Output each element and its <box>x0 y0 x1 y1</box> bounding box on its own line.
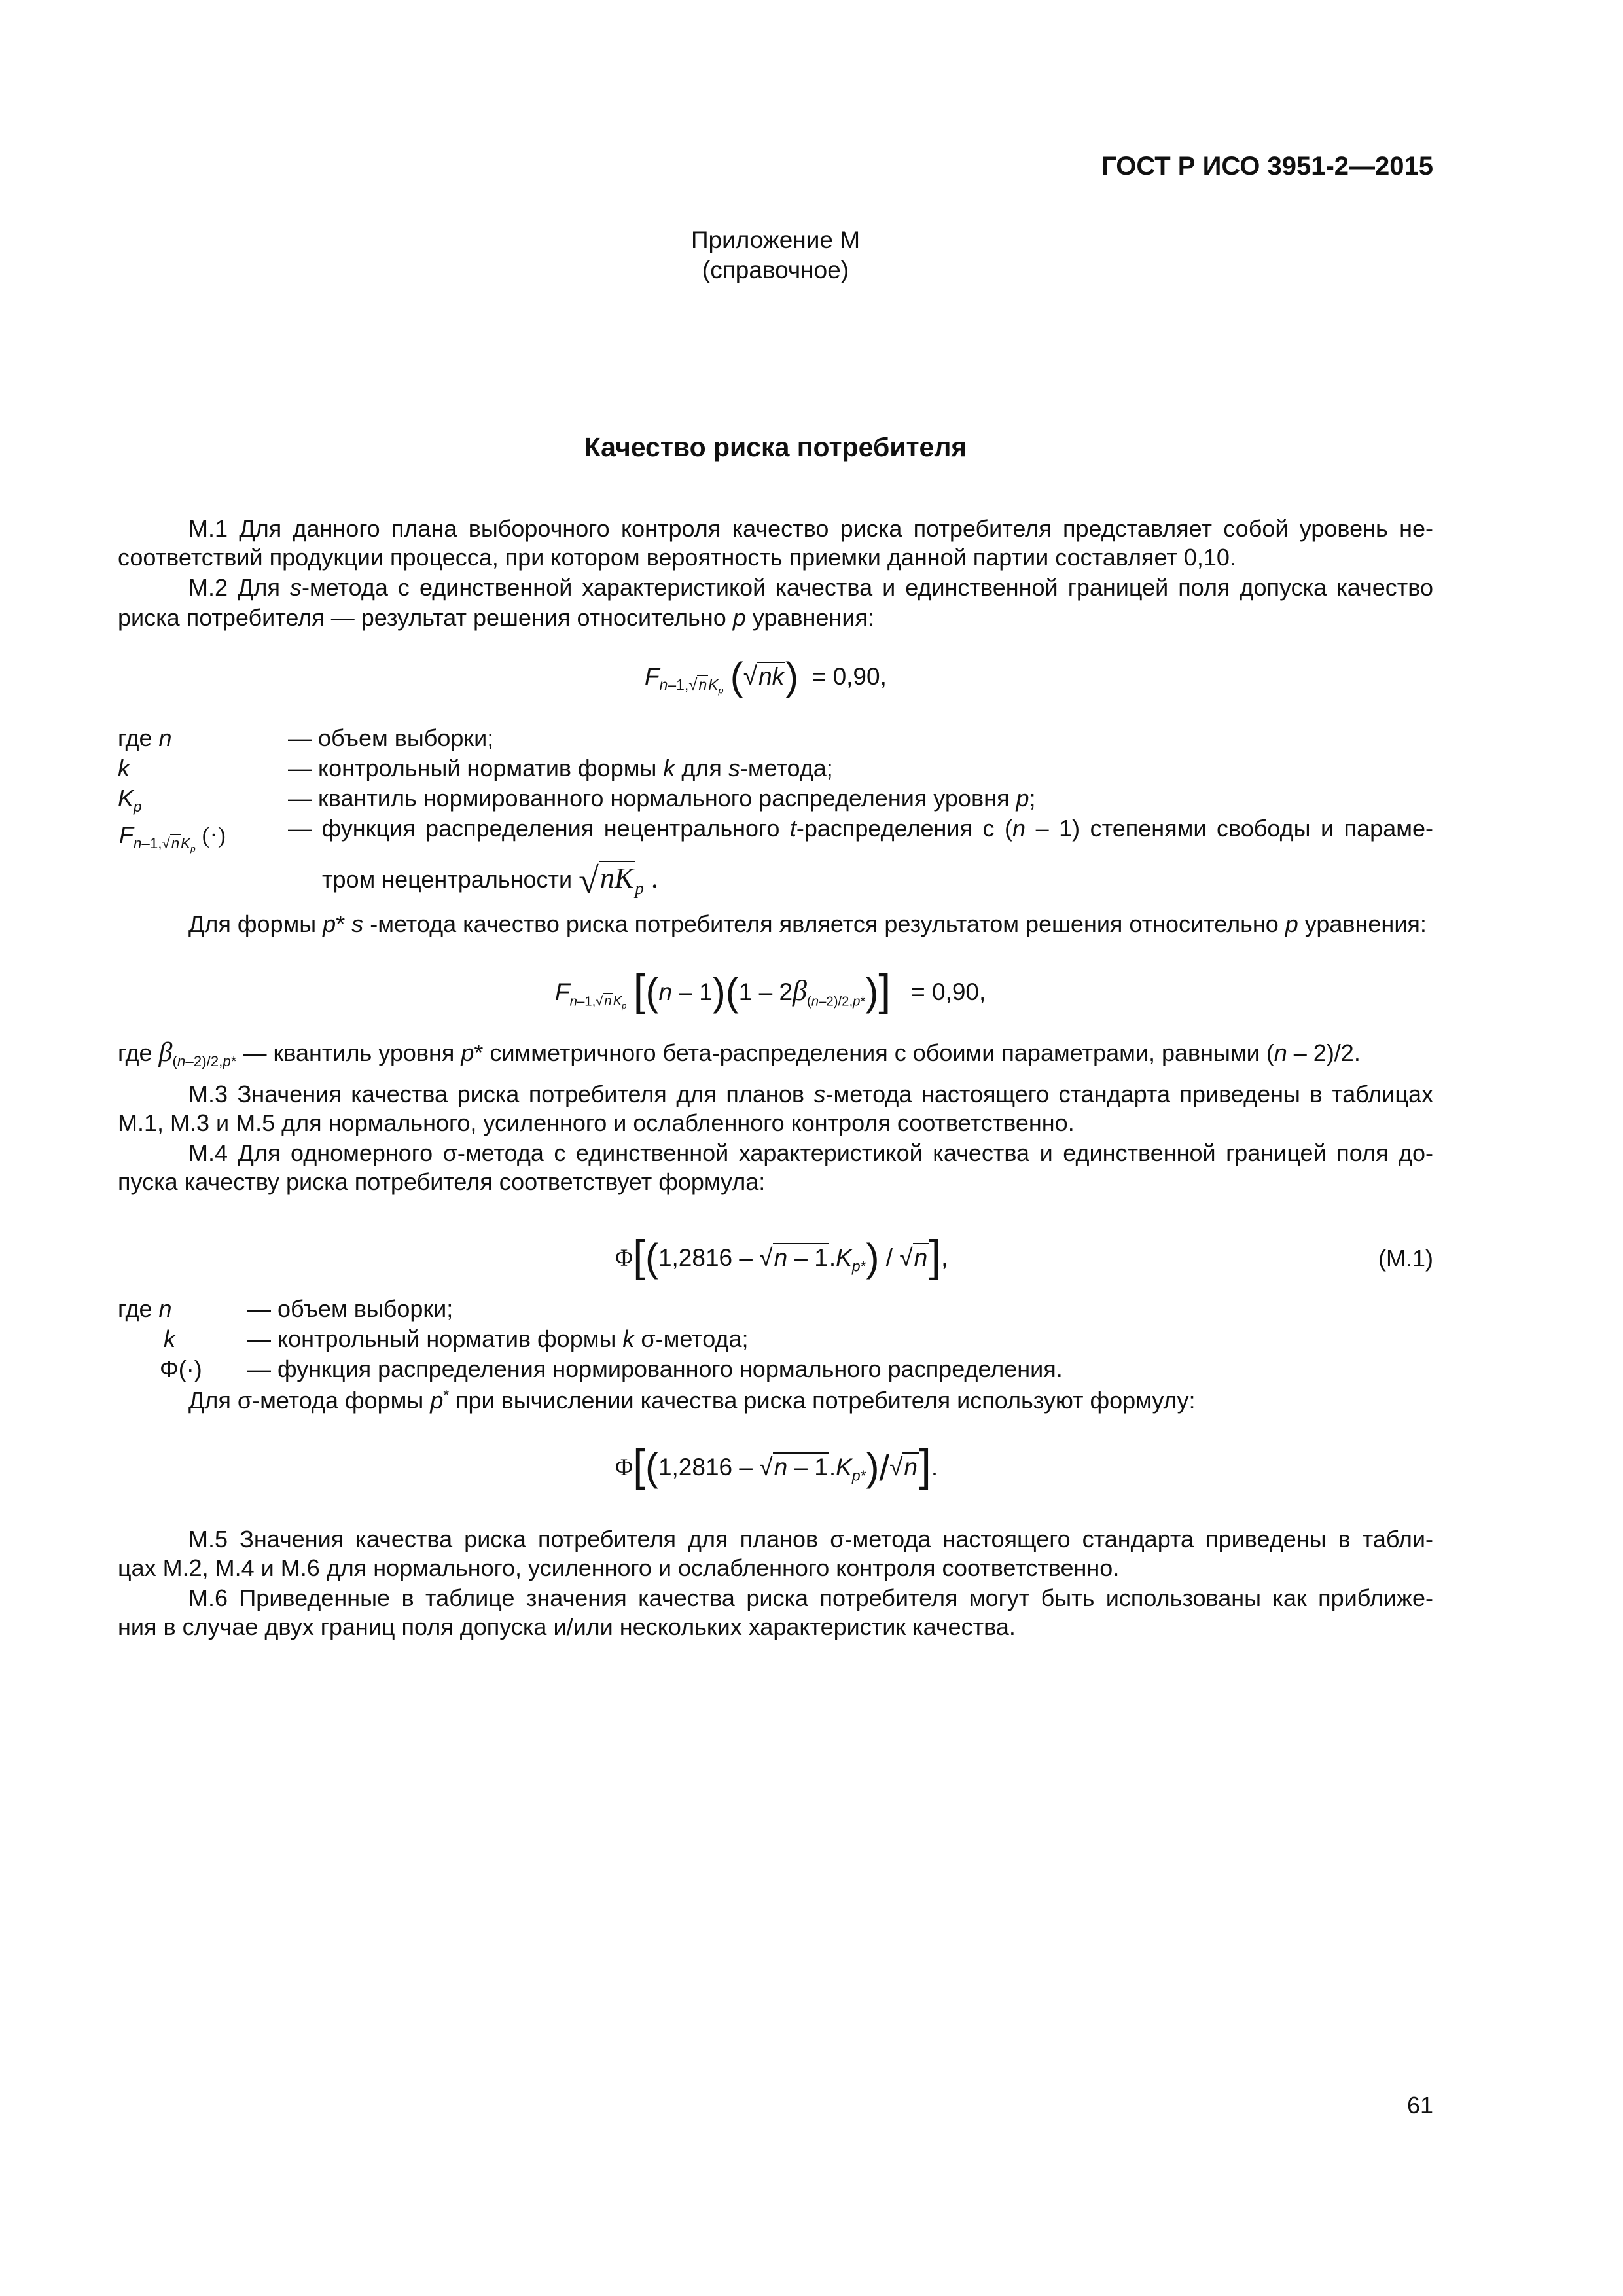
paragraph-m6-line1: М.6 Приведенные в таблице значения качества риска потребителя могут быть использованы как приближе- <box>188 1585 1433 1611</box>
appendix-type: (справочное) <box>702 257 849 283</box>
paragraph-m5-line2: цах М.2, М.4 и М.6 для нормального, усиленного и ослабленного контроля соответственно. <box>118 1554 1120 1581</box>
section-title: Качество риска потребителя <box>584 432 967 462</box>
equation-1: $F_{n-1,√nK_p}$ (√nk) = 0,90, <box>645 655 887 698</box>
def1-desc-k: — контрольный норматив формы k для s-метода; <box>288 755 833 781</box>
def2-desc-k: — контрольный норматив формы k σ-метода; <box>247 1325 749 1352</box>
def1-term-kp: $K_p$ <box>118 785 142 816</box>
paragraph-m4-line1: М.4 Для одномерного σ-метода с единственной характеристикой качества и единственной границей поля до- <box>188 1139 1433 1166</box>
text: Для формы <box>188 910 323 937</box>
text: -метода с единственной характеристикой качества и единственной границей поля допуска качество <box>301 574 1434 601</box>
def2-term-k: k <box>164 1325 175 1352</box>
paragraph-m3-line1: М.3 Значения качества риска потребителя для планов s-метода настоящего стандарта приведены в таблицах <box>188 1081 1433 1107</box>
paragraph-sigma-pstar-intro: Для σ-метода формы p* при вычислении качества риска потребителя используют формулу: <box>188 1387 1196 1414</box>
def2-term-n: где n <box>118 1295 172 1322</box>
equation-3: $\Phi[(1,2816 - √n - 1.K_{p*}) / √n]$, <box>615 1231 948 1281</box>
def1-desc-f: — функция распределения нецентрального t-распределения с (n – 1) степенями свободы и параме- <box>288 815 1433 842</box>
def1-term-f: $F_{n-1,√nK_p}$ (·) <box>119 821 226 854</box>
text: тром нецентральности <box>322 866 573 893</box>
paragraph-m2-line1: М.2 Для s-метода с единственной характеристикой качества и единственной границей поля допуска качество <box>188 574 1434 601</box>
equation-3-label: (М.1) <box>1378 1245 1433 1272</box>
def2-desc-phi: — функция распределения нормированного нормального распределения. <box>247 1355 1063 1382</box>
def2-term-phi: Φ(·) <box>160 1355 202 1382</box>
text: М.2 Для <box>188 574 290 601</box>
appendix-title: Приложение М <box>690 226 861 253</box>
page-number: 61 <box>1406 2092 1433 2119</box>
def1-desc-f-2: тром нецентральности $√nK_p$ . <box>322 861 658 901</box>
text: М.3 Значения качества риска потребителя для планов <box>188 1081 814 1107</box>
def1-desc-n: — объем выборки; <box>288 725 494 751</box>
paragraph-m6-line2: ния в случае двух границ поля допуска и/или нескольких характеристик качества. <box>118 1613 1016 1640</box>
equation-2-rhs: = 0,90, <box>911 978 986 1005</box>
text: риска потребителя — результат решения относительно <box>118 604 733 631</box>
equation-4: $\Phi[(1,2816 - √n - 1.K_{p*})/√n]$. <box>615 1441 938 1490</box>
text: при вычислении качества риска потребителя используют формулу: <box>449 1387 1196 1414</box>
document-id-header: ГОСТ Р ИСО 3951-2—2015 <box>1101 152 1433 181</box>
text: Для σ-метода формы <box>188 1387 431 1414</box>
def1-term-k: k <box>118 755 130 781</box>
text: симметричного бета-распределения с обоими параметрами, равными ( <box>483 1039 1274 1066</box>
text: -метода настоящего стандарта приведены в таблицах <box>825 1081 1433 1107</box>
paragraph-pstar-intro: Для формы p* s -метода качество риска потребителя является результатом решения относительно p уравнения: <box>188 910 1427 937</box>
equation-3-const: 1,2816 <box>658 1244 733 1271</box>
paragraph-m4-line2: пуска качеству риска потребителя соответствует формула: <box>118 1168 766 1195</box>
paragraph-m5-line1: М.5 Значения качества риска потребителя для планов σ-метода настоящего стандарта приведены в табли- <box>188 1526 1433 1552</box>
text: -метода качество риска потребителя является результатом решения относительно <box>363 910 1285 937</box>
def2-desc-n: — объем выборки; <box>247 1295 454 1322</box>
text: – 2)/2. <box>1287 1039 1361 1066</box>
paragraph-m3-line2: М.1, М.3 и М.5 для нормального, усиленного и ослабленного контроля соответственно. <box>118 1109 1075 1136</box>
paragraph-beta-where: где $\beta_{(n-2)/2,p*}$ — квантиль уровня p* симметричного бета-распределения с обоими параметрами, равными (n – 2)/2. <box>118 1037 1361 1070</box>
text: уравнения: <box>1298 910 1427 937</box>
text: — квантиль уровня <box>236 1039 461 1066</box>
equation-4-const: 1,2816 <box>658 1454 733 1480</box>
equation-2: $F_{n-1,√nK_p}$ $[(n - 1)(1 - 2\beta_{(n-2)/2,p*})]$ = 0,90, <box>555 965 986 1015</box>
paragraph-m2-line2: риска потребителя — результат решения относительно p уравнения: <box>118 604 874 631</box>
equation-1-rhs: = 0,90, <box>812 663 887 690</box>
def1-term-n: где n <box>118 725 172 751</box>
def1-desc-kp: — квантиль нормированного нормального распределения уровня p; <box>288 785 1036 812</box>
paragraph-m1-line1: М.1 Для данного плана выборочного контроля качество риска потребителя представляет собой уровень не- <box>188 515 1433 542</box>
paragraph-m1-line2: соответствий продукции процесса, при котором вероятность приемки данной партии составляет 0,10. <box>118 544 1236 571</box>
text: уравнения: <box>745 604 874 631</box>
text: где <box>118 1039 159 1066</box>
